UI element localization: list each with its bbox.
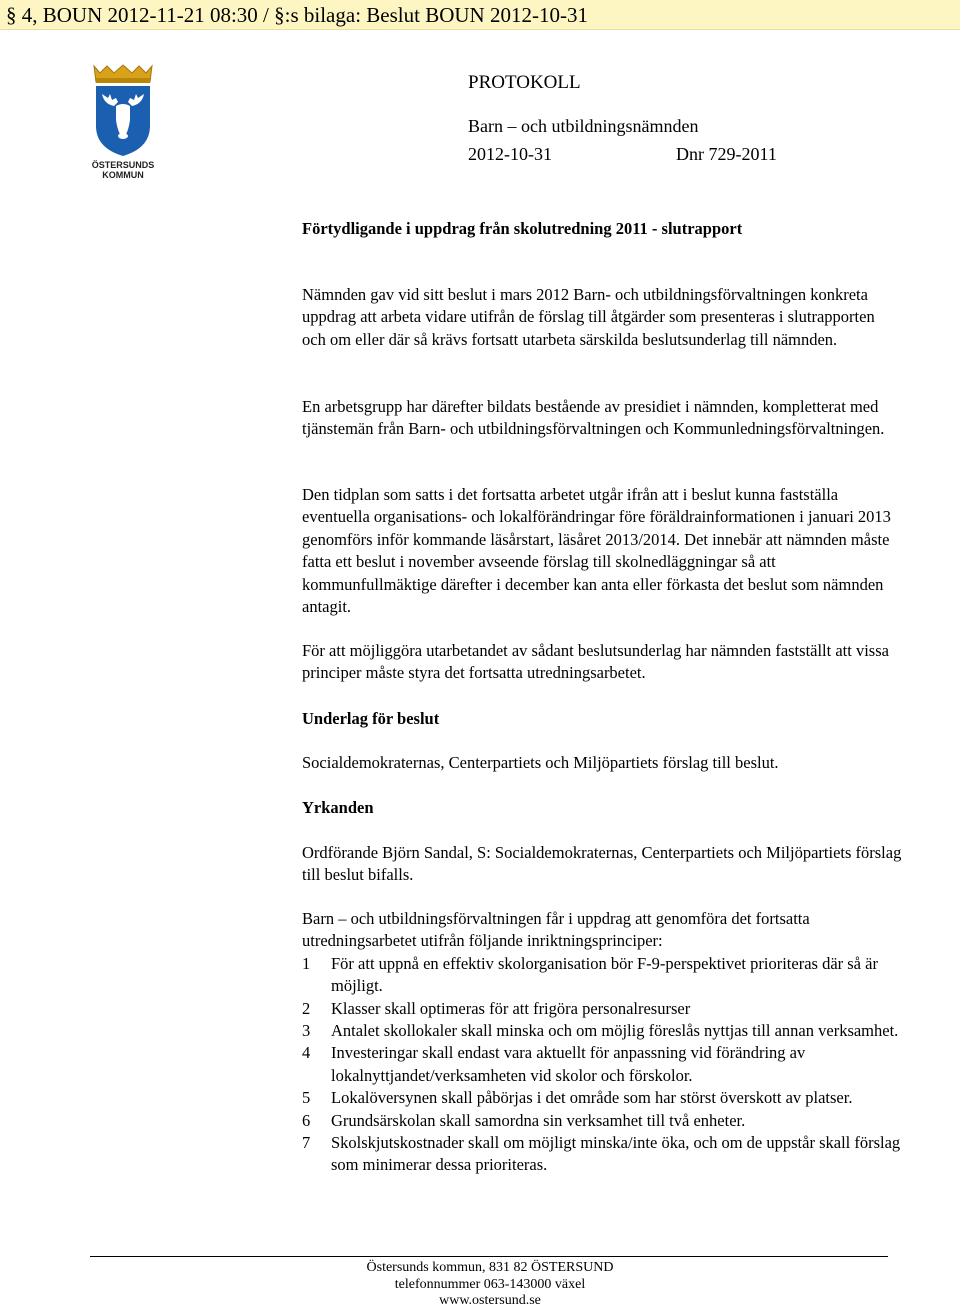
footer-phone: telefonnummer 063-143000 växel	[394, 1276, 586, 1292]
meeting-date: 2012-10-31	[468, 144, 552, 164]
footer-divider	[90, 1256, 888, 1257]
logo-text-line2: KOMMUN	[102, 170, 144, 180]
underlag-text: Socialdemokraternas, Centerpartiets och Miljöpartiets förslag till beslut.	[302, 753, 779, 772]
principles-intro: Barn – och utbildningsförvaltningen får i uppdrag att genomföra det fortsatta utredningsarbetet utifrån följande inriktningsprinciper:	[302, 909, 810, 951]
document-type-title: PROTOKOLL	[468, 72, 581, 93]
list-item: 4 Investeringar skall endast vara aktuellt för anpassning vid förändring av lokalnyttjandet/verksamheten vid skolor och förskolor.	[302, 1043, 806, 1085]
footer-address: Östersunds kommun, 831 82 ÖSTERSUND	[366, 1260, 614, 1275]
paragraph-background: Nämnden gav vid sitt beslut i mars 2012 Barn- och utbildningsförvaltningen konkreta uppdrag att arbeta vidare utifrån de förslag till åtgärder som presenteras i slutrapporten och om eller där så krävs fortsatt utarbeta särskilda beslutsunderlag till nämnden.	[302, 285, 875, 349]
list-item: 3 Antalet skollokaler skall minska och om möjlig föreslås nyttjas till annan verksamhet.	[302, 1021, 899, 1041]
principles-section	[302, 908, 902, 1177]
paragraph-principles-purpose: För att möjliggöra utarbetandet av sådant beslutsunderlag har nämnden fastställt att vissa principer måste styra det fortsatta utredningsarbetet.	[302, 641, 889, 683]
yrkanden-text: Ordförande Björn Sandal, S: Socialdemokraternas, Centerpartiets och Miljöpartiets förslag till beslut bifalls.	[302, 843, 902, 885]
paragraph-timeline: Den tidplan som satts i det fortsatta arbetet utgår ifrån att i beslut kunna fastställa eventuella organisations- och lokalförändringar före föräldrainformationen i januari 2013 genomförs inför kommande läsårstart, läsåret 2013/2014. Det innebär att nämnden måste fatta ett beslut i november avseende förslag till skolnedläggningar så att kommunfullmäktige därefter i december kan anta eller förkasta det beslut som nämnden antagit.	[302, 485, 891, 617]
underlag-heading: Underlag för beslut	[302, 709, 440, 728]
crown-icon	[94, 65, 152, 83]
footer	[340, 1260, 640, 1310]
committee-name: Barn – och utbildningsnämnden	[468, 116, 699, 136]
ostersund-coat-of-arms-logo	[88, 64, 158, 180]
footer-web-link[interactable]: www.ostersund.se	[439, 1293, 541, 1308]
list-item: 7 Skolskjutskostnader skall om möjligt minska/inte öka, och om de uppstår skall förslag som minimerar dessa prioriteras.	[302, 1133, 901, 1175]
matter-heading: Förtydligande i uppdrag från skolutredning 2011 - slutrapport	[302, 219, 743, 238]
list-item: 2 Klasser skall optimeras för att frigöra personalresurser	[302, 998, 691, 1018]
list-item: 6 Grundsärskolan skall samordna sin verksamhet till två enheter.	[302, 1110, 746, 1130]
paragraph-working-group: En arbetsgrupp har därefter bildats bestående av presidiet i nämnden, kompletterat med tjänstemän från Barn- och utbildningsförvaltningen och Kommunledningsförvaltningen.	[302, 397, 885, 439]
document-banner: § 4, BOUN 2012-11-21 08:30 / §:s bilaga: Beslut BOUN 2012-10-31	[0, 0, 960, 30]
diary-number: Dnr 729-2011	[676, 144, 777, 164]
logo-text-line1: ÖSTERSUNDS	[91, 160, 155, 170]
list-item: 5 Lokalöversynen skall påbörjas i det område som har störst överskott av platser.	[302, 1088, 853, 1108]
principles-list	[302, 953, 902, 1177]
list-item: 1 För att uppnå en effektiv skolorganisation bör F-9-perspektivet prioriteras där så är möjligt.	[302, 953, 878, 996]
yrkanden-heading: Yrkanden	[302, 798, 374, 817]
